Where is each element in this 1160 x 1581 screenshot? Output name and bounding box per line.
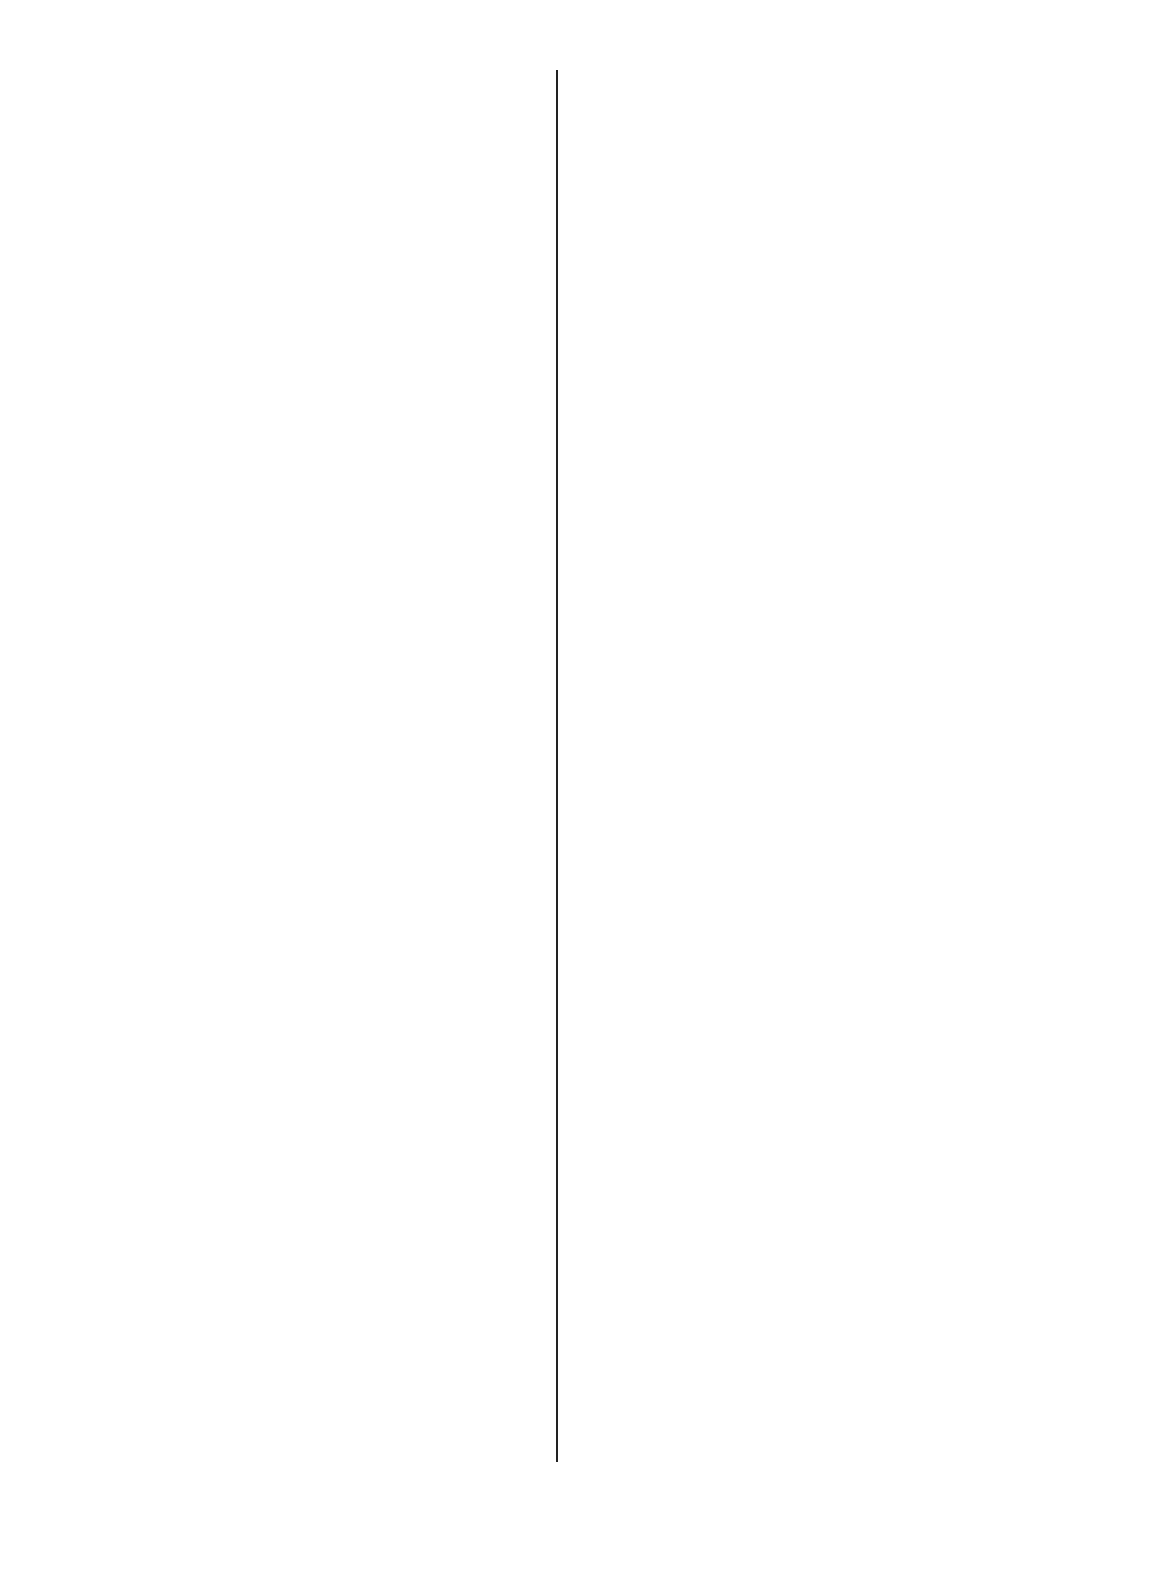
column-divider bbox=[556, 70, 558, 1462]
right-column bbox=[582, 72, 1002, 1452]
left-column bbox=[93, 72, 538, 1452]
